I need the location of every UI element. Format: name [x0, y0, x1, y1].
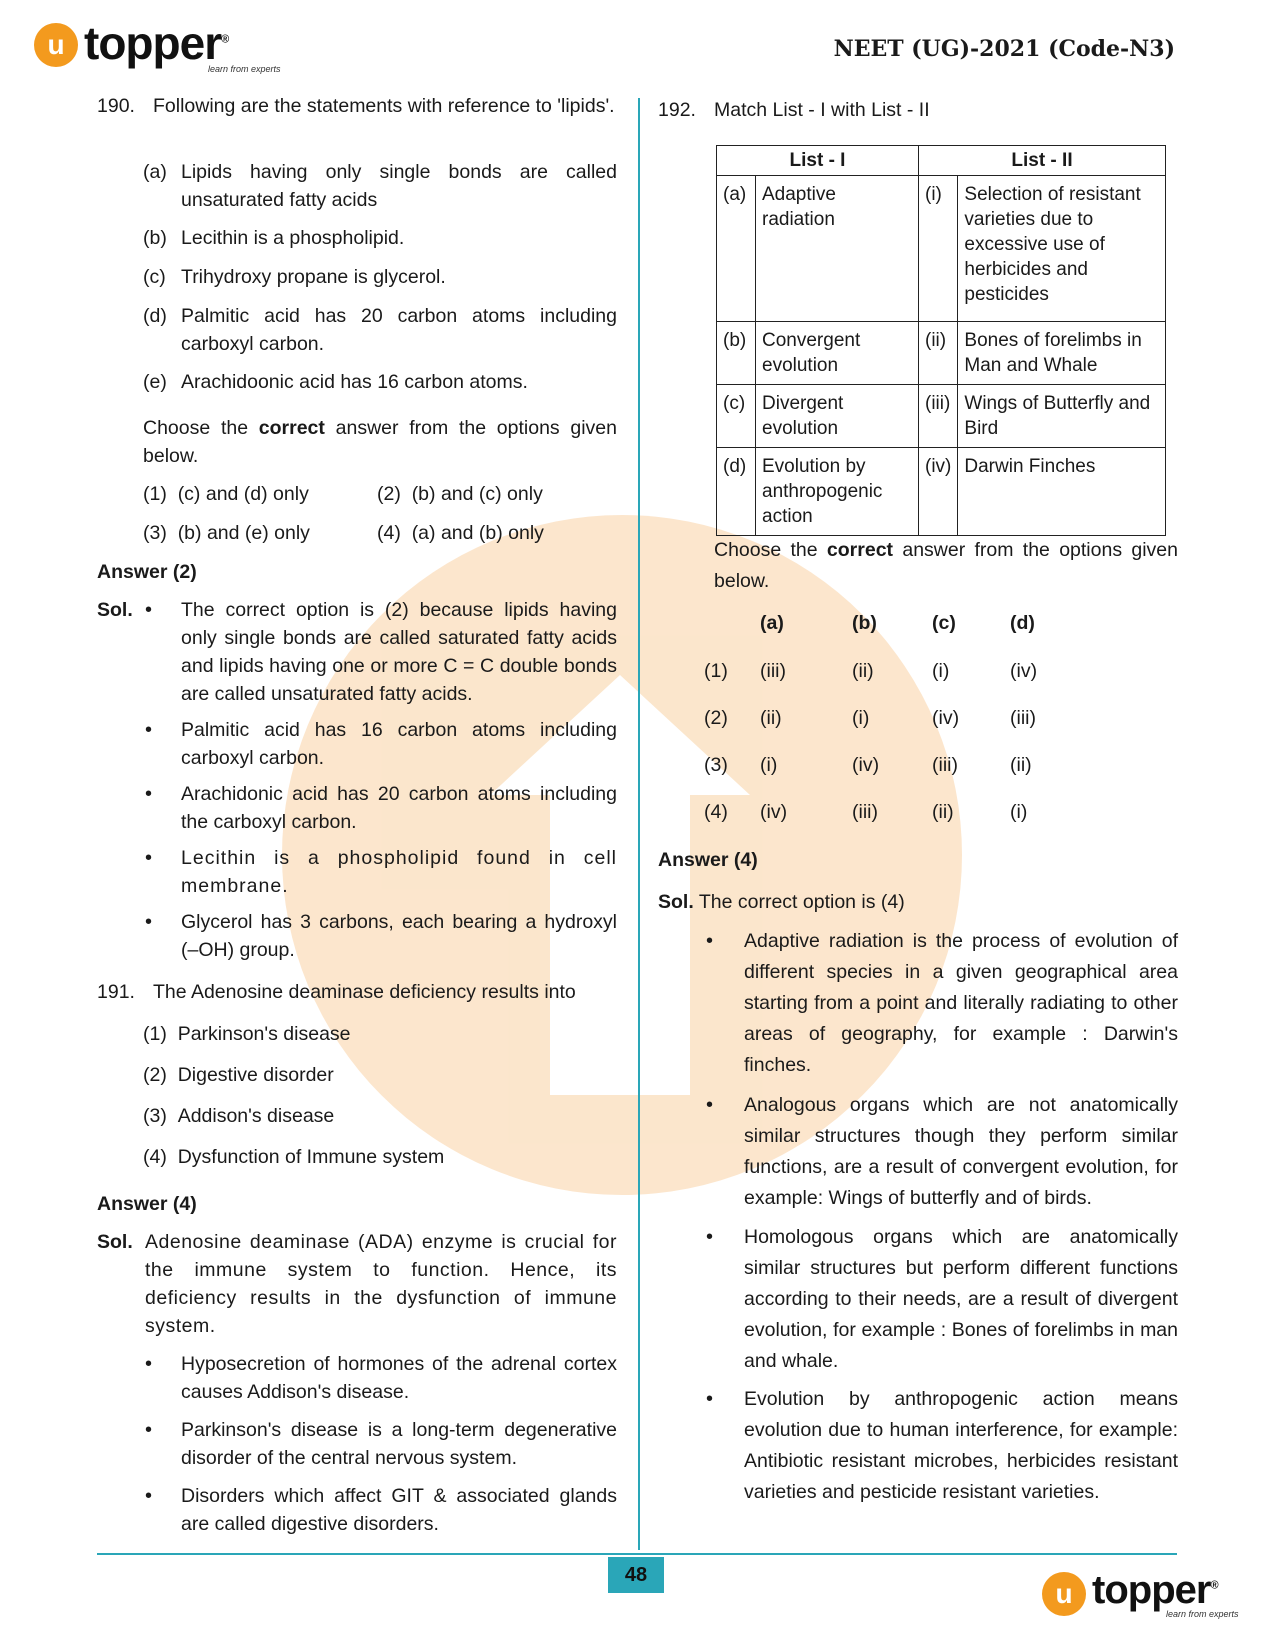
- bullet-icon: •: [145, 847, 153, 869]
- table-row: (b) Convergent evolution (ii) Bones of forelimbs in Man and Whale: [717, 322, 1166, 385]
- solution-point: • Analogous organs which are not anatomically similar structures though they perform similar functions, are a result of convergent evolution, for example: Wings of butterfly and of birds.: [658, 1090, 1178, 1222]
- logo-icon: u: [1042, 1572, 1086, 1616]
- header-logo: [34, 16, 281, 74]
- bullet-icon: •: [145, 599, 153, 621]
- options-191: [143, 1020, 617, 1184]
- solution-point: • Homologous organs which are anatomically similar structures but perform different functions according to their needs, are a result of divergent evolution, for example : Bones of forelimbs in man and whale.: [658, 1222, 1178, 1384]
- footer-logo: [1042, 1568, 1239, 1619]
- solution-point: • Glycerol has 3 carbons, each bearing a hydroxyl (–OH) group.: [97, 908, 617, 968]
- question-stem: Following are the statements with reference to 'lipids'.: [153, 95, 615, 117]
- option: (2) (b) and (c) only: [377, 483, 543, 505]
- option: (2) Digestive disorder: [143, 1064, 334, 1086]
- statement-item: (b) Lecithin is a phospholipid.: [143, 227, 405, 249]
- match-table: [716, 145, 1166, 536]
- option-label: (2): [704, 707, 728, 729]
- solution-point: • Disorders which affect GIT & associated glands are called digestive disorders.: [97, 1482, 617, 1542]
- solution-point: • Parkinson's disease is a long-term degenerative disorder of the central nervous system.: [97, 1416, 617, 1482]
- statement-item: (a) Lipids having only single bonds are called unsaturated fatty acids: [143, 161, 617, 211]
- list2-header: List - II: [919, 146, 1166, 176]
- page-number: 48: [608, 1557, 664, 1593]
- options-192: (a) (b) (c) (d) (1) (iii) (ii) (i) (iv) (2) (ii) (i) (iv) (iii) (3) (i) (iv) (iii) (ii) (4) (iv) (iii) (ii) (i): [704, 612, 1038, 823]
- bullet-icon: •: [145, 783, 153, 805]
- bullet-icon: •: [145, 911, 153, 933]
- option: (4) Dysfunction of Immune system: [143, 1146, 445, 1168]
- page-title: NEET (UG)-2021 (Code-N3): [833, 36, 1175, 62]
- solution-point: • Hyposecretion of hormones of the adrenal cortex causes Addison's disease.: [97, 1350, 617, 1416]
- option: (3) (b) and (e) only: [143, 522, 310, 544]
- logo-wordmark: topper®: [84, 17, 229, 69]
- statement-item: (d) Palmitic acid has 20 carbon atoms including carboxyl carbon.: [143, 305, 617, 355]
- solution-192-intro: Sol. The correct option is (4): [658, 891, 905, 913]
- option: (3) Addison's disease: [143, 1105, 335, 1127]
- column-divider: [638, 98, 640, 1550]
- option-label: (4): [704, 801, 728, 823]
- bullet-icon: •: [145, 719, 153, 741]
- option-label: (1): [704, 660, 728, 682]
- logo-tagline: learn from experts: [1166, 1609, 1239, 1619]
- solution-191: Sol. Adenosine deaminase (ADA) enzyme is crucial for the immune system to function. Hence, its deficiency results in the dysfunction of immune system. • Hyposecretion of hormones of the adrenal cortex causes Addison's disease. • Parkinson's disease is a long-term degenerative disorder of the central nervous system. • Disorders which affect GIT & associated glands are called digestive disorders.: [97, 1228, 617, 1542]
- answer-192: Answer (4): [658, 849, 758, 871]
- options-190: [143, 480, 617, 560]
- bullet-icon: •: [706, 1226, 714, 1248]
- option: (4) (a) and (b) only: [377, 522, 544, 544]
- answer-190: Answer (2): [97, 561, 197, 583]
- bullet-icon: •: [706, 1094, 714, 1116]
- answer-191: Answer (4): [97, 1193, 197, 1215]
- bullet-icon: •: [145, 1485, 153, 1507]
- option: (1) (c) and (d) only: [143, 483, 309, 505]
- solution-point: • The correct option is (2) because lipids having only single bonds are called saturated fatty acids and lipids having one or more C = C double bonds are called unsaturated fatty acids.: [97, 596, 617, 716]
- question-191: 191. The Adenosine deaminase deficiency results into: [97, 981, 576, 1003]
- solution-192: [658, 926, 1178, 1508]
- logo-icon: u: [34, 23, 78, 67]
- logo-tagline: learn from experts: [208, 64, 281, 74]
- solution-point: • Evolution by anthropogenic action means evolution due to human interference, for example: Antibiotic resistant microbes, herbicides resistant varieties and pesticide resistant varieties.: [658, 1384, 1178, 1508]
- statement-item: (e) Arachidoonic acid has 16 carbon atoms.: [143, 371, 528, 393]
- question-number: 190.: [97, 95, 135, 117]
- logo-wordmark: topper®: [1092, 1568, 1218, 1612]
- statement-list: [143, 158, 617, 407]
- option: (1) Parkinson's disease: [143, 1023, 351, 1045]
- bullet-icon: •: [145, 1353, 153, 1375]
- solution-point: • Adaptive radiation is the process of evolution of different species in a given geographical area starting from a point and literally radiating to other areas of geography, for example : Darwin's finches.: [658, 926, 1178, 1090]
- solution-190: Sol. • The correct option is (2) because lipids having only single bonds are called saturated fatty acids and lipids having one or more C = C double bonds are called unsaturated fatty acids. • Palmitic acid has 16 carbon atoms including carboxyl carbon. • Arachidonic acid has 20 carbon atoms including the carboxyl carbon. • Lecithin is a phospholipid found in cell membrane. • Glycerol has 3 carbons, each bearing a hydroxyl (–OH) group.: [97, 596, 617, 968]
- question-192: 192. Match List - I with List - II: [658, 99, 930, 121]
- choose-instruction: Choose the correct answer from the options given below.: [714, 539, 1178, 592]
- option-label: (3): [704, 754, 728, 776]
- bullet-icon: •: [145, 1419, 153, 1441]
- bullet-icon: •: [706, 1388, 714, 1410]
- table-row: (a) Adaptive radiation (i) Selection of resistant varieties due to excessive use of herbicides and pesticides: [717, 176, 1166, 322]
- list1-header: List - I: [717, 146, 919, 176]
- table-row: (c) Divergent evolution (iii) Wings of Butterfly and Bird: [717, 385, 1166, 448]
- question-190: [97, 92, 617, 120]
- choose-instruction: Choose the correct answer from the options given below.: [143, 417, 618, 467]
- bullet-icon: •: [706, 930, 714, 952]
- table-row: (d) Evolution by anthropogenic action (iv) Darwin Finches: [717, 448, 1166, 536]
- solution-point: • Arachidonic acid has 20 carbon atoms including the carboxyl carbon.: [97, 780, 617, 844]
- footer-rule: [97, 1553, 1177, 1555]
- solution-point: • Lecithin is a phospholipid found in cell membrane.: [97, 844, 617, 908]
- solution-point: • Palmitic acid has 16 carbon atoms including carboxyl carbon.: [97, 716, 617, 780]
- statement-item: (c) Trihydroxy propane is glycerol.: [143, 266, 446, 288]
